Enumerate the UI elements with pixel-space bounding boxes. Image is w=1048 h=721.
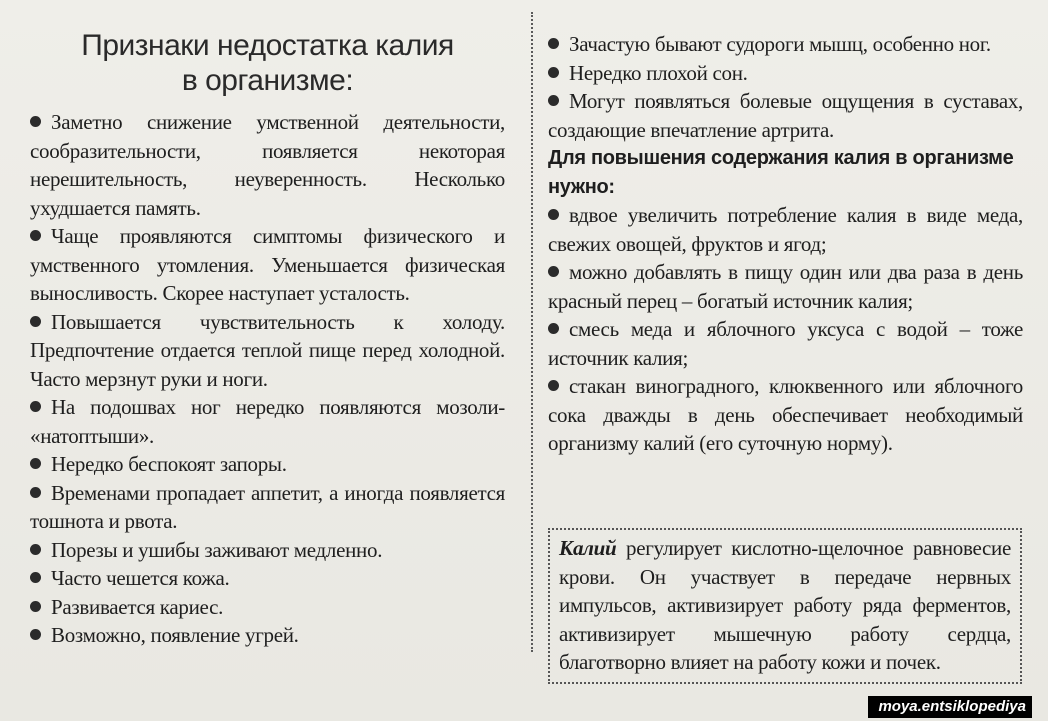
- bullet-icon: [30, 401, 41, 412]
- bullet-icon: [30, 544, 41, 555]
- bullet-icon: [30, 230, 41, 241]
- recommendation-item: [548, 372, 1023, 458]
- bullet-icon: [30, 316, 41, 327]
- article-title: [30, 28, 505, 98]
- list-item-text: Временами пропадает аппетит, а иногда появляется тошнота и рвота.: [30, 480, 505, 533]
- info-box-text: [559, 534, 1011, 677]
- recommendations-heading: Для повышения содержания калия в организме нужно:: [548, 147, 1014, 198]
- list-item: [30, 536, 505, 565]
- recommendation-text: можно добавлять в пищу один или два раза в день красный перец – богатый источник калия;: [548, 260, 1023, 313]
- list-item: [30, 308, 505, 394]
- list-item-text: Нередко плохой сон.: [569, 60, 748, 85]
- list-item: [30, 564, 505, 593]
- info-box: [548, 528, 1022, 684]
- info-box-term: Калий: [559, 536, 617, 560]
- list-item: [30, 593, 505, 622]
- recommendation-text: смесь меда и яблочного уксуса с водой – тоже источник калия;: [548, 317, 1023, 370]
- bullet-icon: [30, 487, 41, 498]
- list-item-text: Возможно, появление угрей.: [51, 623, 299, 647]
- bullet-icon: [30, 458, 41, 469]
- recommendation-item: [548, 258, 1023, 315]
- bullet-icon: [548, 67, 559, 78]
- list-item-text: Чаще проявляются симптомы физического и умственного утомления. Уменьшается физическая выносливость. Скорее наступает усталость.: [30, 224, 505, 305]
- list-item-text: Развивается кариес.: [51, 594, 224, 619]
- list-item: [30, 108, 505, 222]
- recommendation-item: [548, 315, 1023, 372]
- right-column: [548, 30, 1023, 458]
- list-item-text: На подошвах ног нередко появляются мозоли- «натоптыши».: [30, 395, 505, 448]
- bullet-icon: [30, 601, 41, 612]
- list-item: [30, 222, 505, 308]
- column-divider: [531, 12, 533, 652]
- list-item-text: Нередко беспокоят запоры.: [51, 452, 287, 476]
- info-box-body: регулирует кислотно-щелочное равновесие крови. Он участвует в передаче нервных импульсов, активизирует работу ряда ферментов, активизирует мышечную работу сердца, благотворно влияет на работу кожи и почек.: [559, 536, 1011, 674]
- list-item: [30, 393, 505, 450]
- list-item-text: Порезы и ушибы заживают медленно.: [51, 537, 383, 562]
- title-line-1: Признаки недостатка калия: [81, 29, 454, 62]
- list-item: [548, 30, 1023, 59]
- recommendation-text: стакан виноградного, клюквенного или яблочного сока дважды в день обеспечивает необходимый организму калий (его суточную норму).: [548, 374, 1023, 455]
- left-column: [30, 28, 505, 650]
- recommendation-item: [548, 201, 1023, 258]
- list-item-text: Зачастую бывают судороги мышц, особенно ног.: [569, 32, 991, 56]
- list-item: [30, 450, 505, 479]
- bullet-icon: [30, 629, 41, 640]
- list-item: [30, 479, 505, 536]
- bullet-icon: [548, 323, 559, 334]
- bullet-icon: [548, 266, 559, 277]
- bullet-icon: [30, 116, 41, 127]
- bullet-icon: [548, 209, 559, 220]
- list-item-text: Могут появляться болевые ощущения в суставах, создающие впечатление артрита.: [548, 89, 1023, 142]
- bullet-icon: [548, 38, 559, 49]
- list-item-text: Часто чешется кожа.: [51, 566, 230, 590]
- list-item-text: Заметно снижение умственной деятельности, сообразительности, появляется некоторая нерешительность, неуверенность. Несколько ухудшается память.: [30, 110, 505, 220]
- list-item-text: Повышается чувствительность к холоду. Предпочтение отдается теплой пище перед холодной. Часто мерзнут руки и ноги.: [30, 309, 505, 391]
- list-item: [548, 87, 1023, 144]
- list-item: [548, 59, 1023, 88]
- list-item: [30, 621, 505, 650]
- bullet-icon: [30, 572, 41, 583]
- bullet-icon: [548, 380, 559, 391]
- bullet-icon: [548, 95, 559, 106]
- watermark: moya.entsiklopediya: [868, 696, 1032, 718]
- recommendation-text: вдвое увеличить потребление калия в виде меда, свежих овощей, фруктов и ягод;: [548, 203, 1023, 256]
- title-line-2: в организме:: [181, 64, 354, 97]
